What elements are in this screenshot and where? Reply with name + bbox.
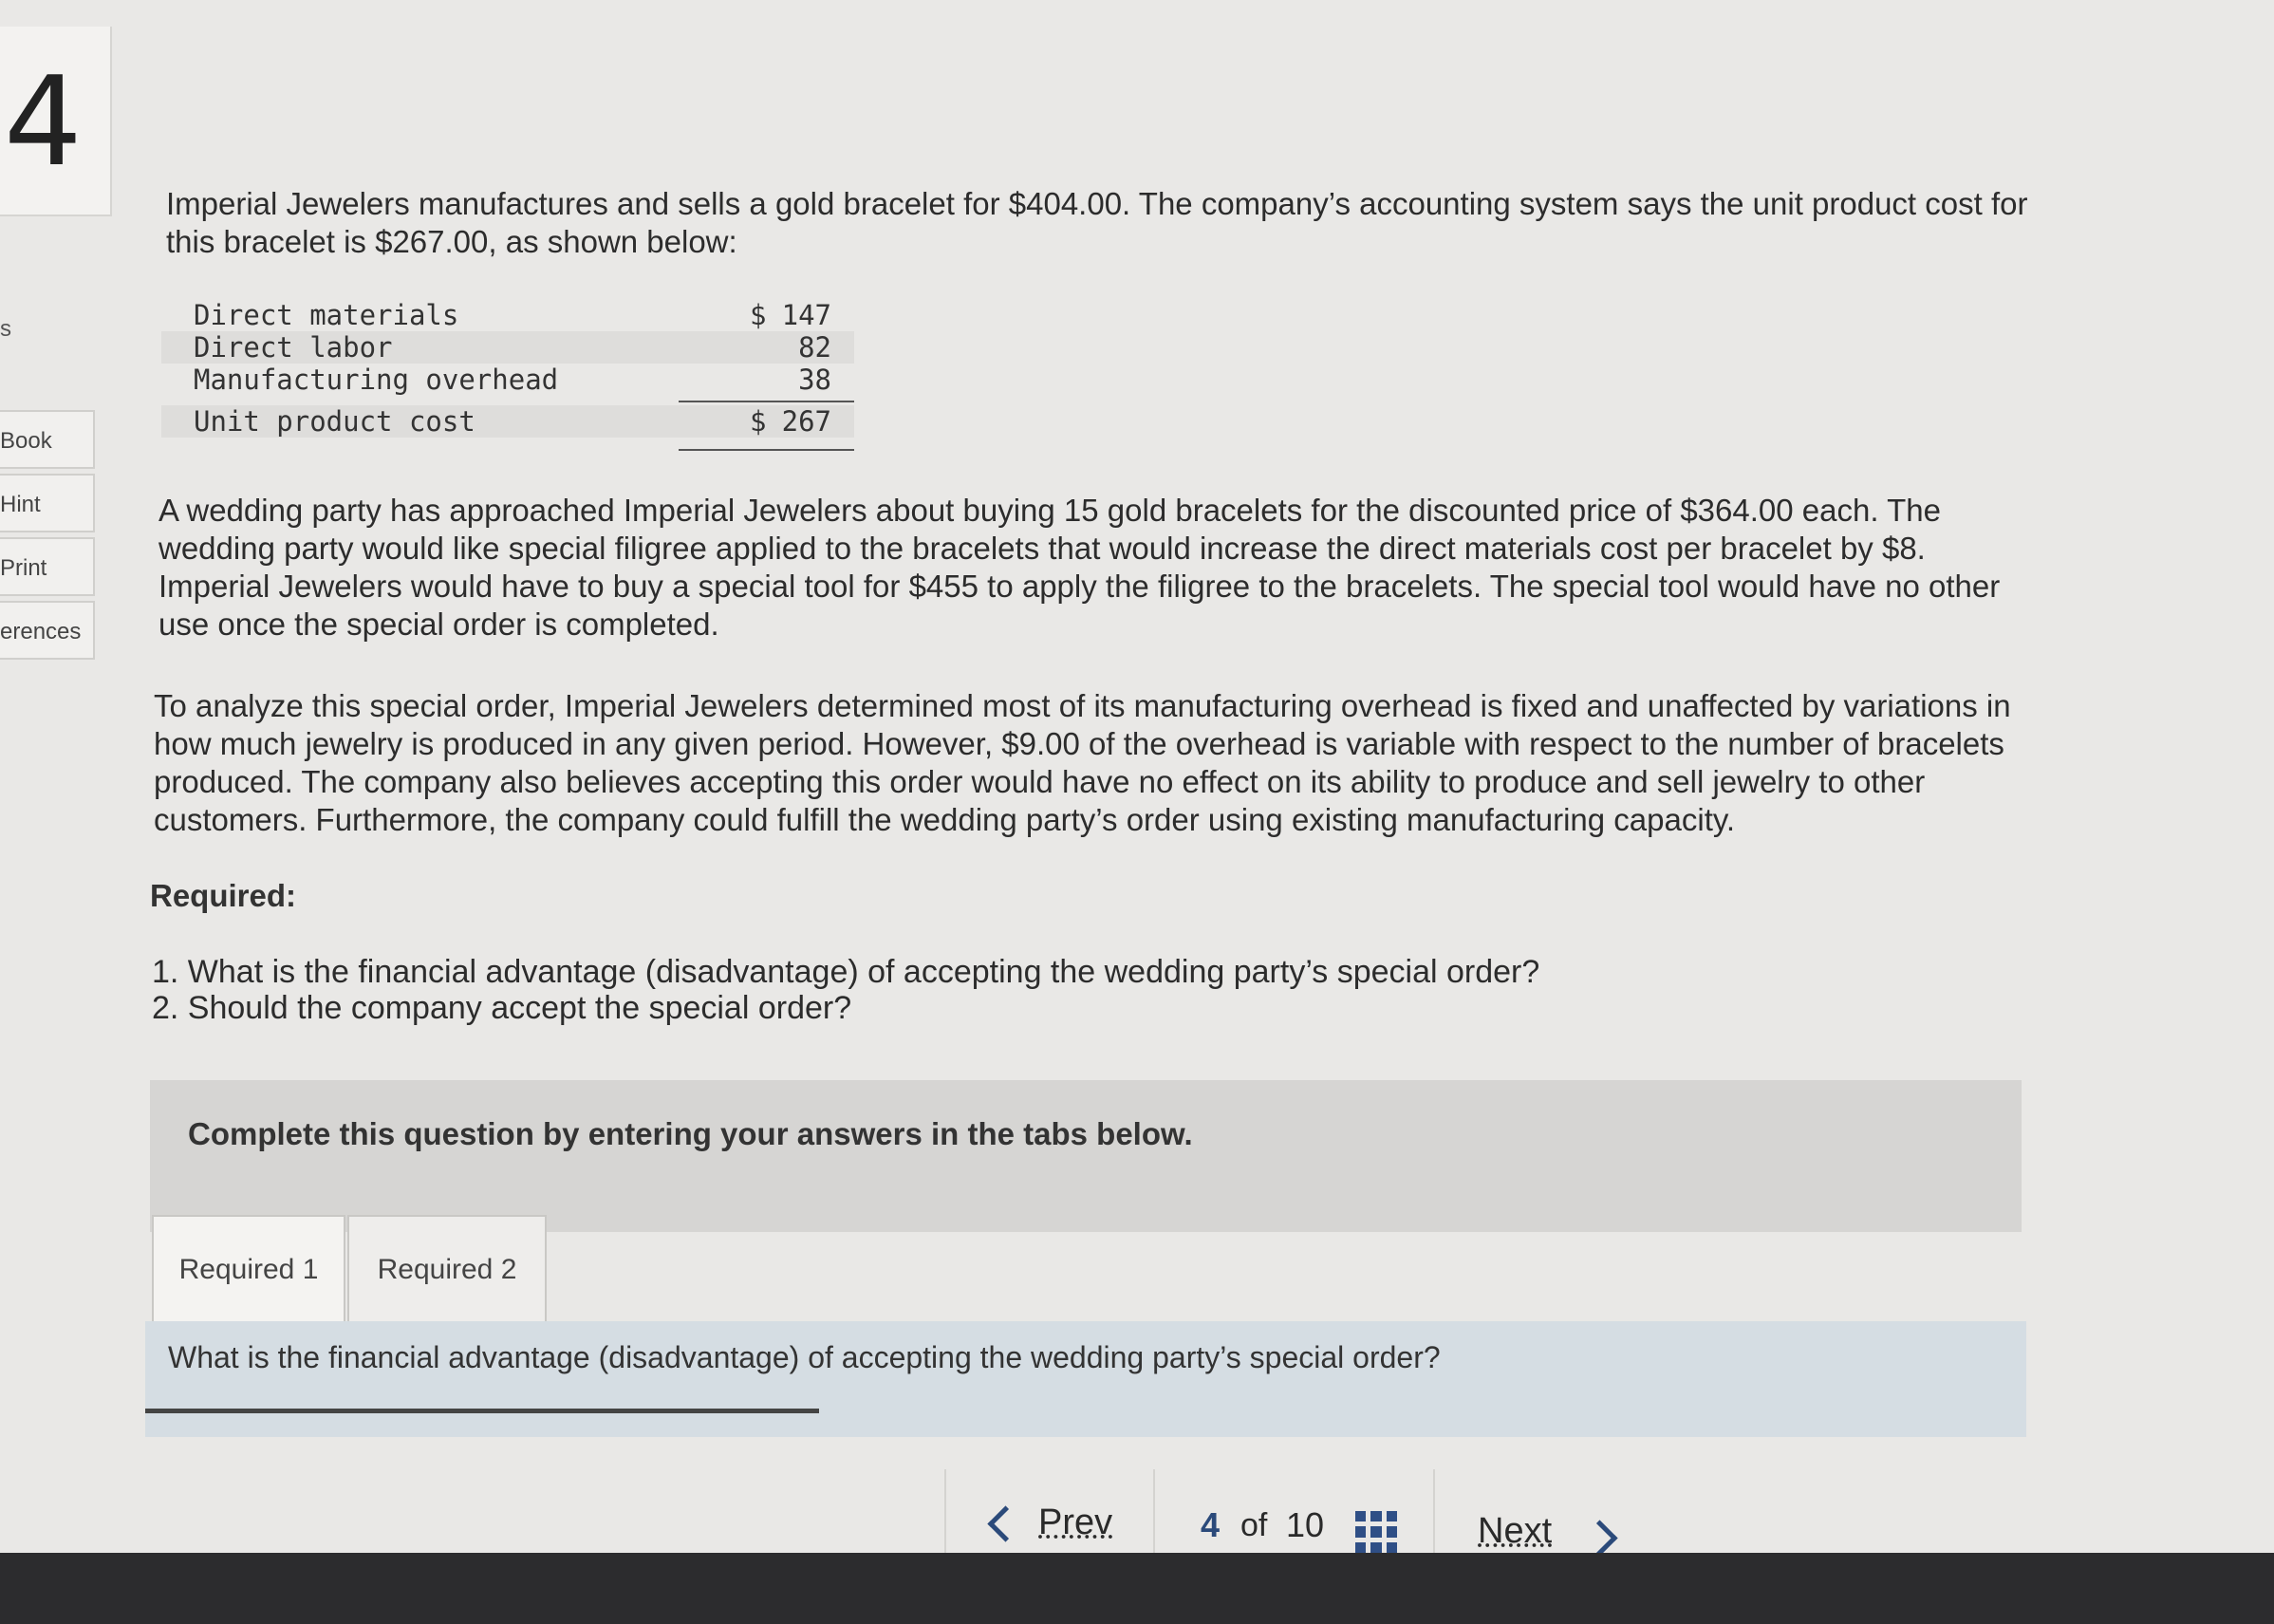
chevron-left-icon[interactable]	[987, 1505, 1023, 1541]
intro-paragraph	[166, 185, 2027, 261]
paragraph-line: wedding party would like special filigree applied to the bracelets that would increase the direct materials cost per bracelet by $8.	[158, 531, 1926, 566]
sidebar-item-hint[interactable]: Hint	[0, 474, 95, 532]
analysis-paragraph	[154, 687, 2011, 839]
required-item: 2. Should the company accept the special order?	[152, 990, 852, 1026]
prev-button[interactable]: Prev	[1038, 1503, 1113, 1542]
total-rule	[679, 449, 854, 451]
instruction-text: Complete this question by entering your answers in the tabs below.	[188, 1116, 1193, 1151]
question-panel	[145, 1321, 2026, 1437]
cost-amount: 38	[798, 364, 831, 396]
cost-row	[161, 331, 854, 364]
paragraph-line: A wedding party has approached Imperial Jewelers about buying 15 gold bracelets for the discounted price of $364.00 each. The	[158, 493, 1941, 528]
cost-label: Direct labor	[194, 331, 393, 364]
cost-label: Manufacturing overhead	[194, 364, 559, 396]
question-text: What is the financial advantage (disadvantage) of accepting the wedding party’s special order?	[168, 1340, 1441, 1374]
currency-symbol: $	[750, 299, 767, 331]
answer-underline	[145, 1409, 819, 1413]
currency-symbol: $	[750, 405, 767, 438]
question-grid-icon[interactable]	[1355, 1511, 1397, 1553]
bottom-bar	[0, 1553, 2274, 1624]
paragraph-line: produced. The company also believes accepting this order would have no effect on its ability to produce and sell jewelry to other	[154, 764, 1926, 799]
cost-amount: 147	[781, 299, 831, 331]
sidebar-item-book[interactable]: Book	[0, 410, 95, 469]
cost-label: Unit product cost	[194, 405, 475, 438]
tab-required-2[interactable]: Required 2	[347, 1215, 547, 1321]
sidebar-item-print[interactable]: Print	[0, 537, 95, 596]
question-number: 4	[0, 27, 112, 216]
sidebar-fragment: s	[0, 316, 11, 342]
cost-amount: 267	[781, 405, 831, 438]
unit-cost-table	[161, 299, 854, 438]
page-current: 4	[1201, 1505, 1221, 1544]
page-of-label: of	[1240, 1507, 1268, 1543]
chevron-right-icon[interactable]	[1581, 1520, 1617, 1556]
cost-row	[161, 299, 854, 331]
cost-row	[161, 364, 854, 396]
paragraph-line: To analyze this special order, Imperial Jewelers determined most of its manufacturing overhead is fixed and unaffected by variations in	[154, 688, 2011, 723]
required-list	[152, 954, 1539, 1026]
instruction-box	[150, 1080, 2022, 1232]
required-heading: Required:	[150, 878, 297, 913]
paragraph-line: use once the special order is completed.	[158, 607, 719, 642]
intro-line: Imperial Jewelers manufactures and sells a gold bracelet for $404.00. The company’s accounting system says the unit product cost for	[166, 186, 2028, 221]
cost-amount: 82	[798, 331, 831, 364]
cost-row	[161, 405, 854, 438]
intro-line: this bracelet is $267.00, as shown below:	[166, 224, 737, 259]
tab-required-1[interactable]: Required 1	[152, 1215, 345, 1321]
paragraph-line: customers. Furthermore, the company could fulfill the wedding party’s order using existing manufacturing capacity.	[154, 802, 1736, 837]
page-total: 10	[1286, 1505, 1325, 1544]
wedding-party-paragraph	[158, 492, 2000, 644]
subtotal-rule	[679, 401, 854, 402]
cost-label: Direct materials	[194, 299, 459, 331]
next-button[interactable]: Next	[1478, 1511, 1553, 1551]
paragraph-line: Imperial Jewelers would have to buy a special tool for $455 to apply the filigree to the bracelets. The special tool would have no other	[158, 569, 2001, 604]
sidebar-item-references[interactable]: erences	[0, 601, 95, 660]
paragraph-line: how much jewelry is produced in any given period. However, $9.00 of the overhead is variable with respect to the number of bracelets	[154, 726, 2004, 761]
required-item: 1. What is the financial advantage (disadvantage) of accepting the wedding party’s special order?	[152, 954, 1540, 990]
